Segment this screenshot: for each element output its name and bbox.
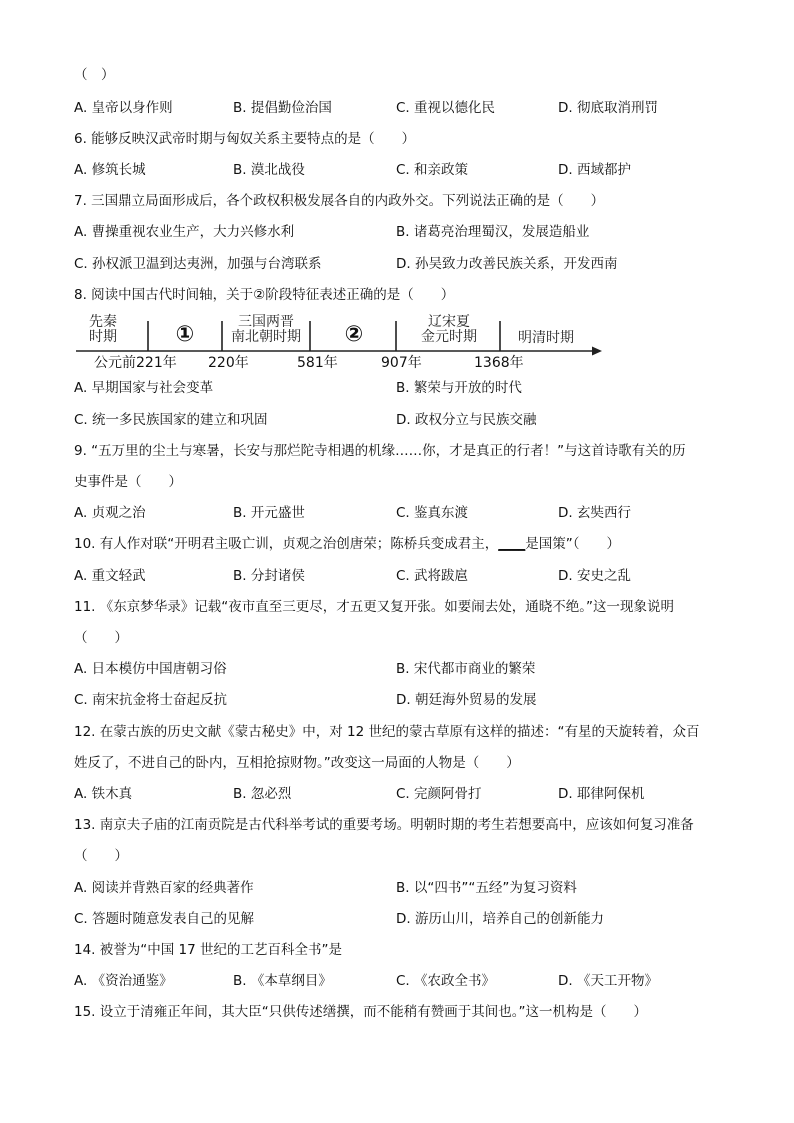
q9-options: [74, 503, 734, 523]
q8-options-row2: [74, 410, 734, 430]
q11-stem-line1: 11. 《东京梦华录》记载“夜市直至三更尽，才五更又复开张。如要闹去处，通晓不绝。”这一现象说明: [74, 599, 674, 615]
q6-option-a[interactable]: A. 修筑长城: [74, 162, 146, 178]
q7-option-a[interactable]: A. 曹操重视农业生产，大力兴修水利: [74, 224, 295, 240]
timeline-year-1368: 1368年: [474, 355, 524, 371]
q7-option-c[interactable]: C. 孙权派卫温到达夷洲，加强与台湾联系: [74, 256, 322, 272]
q6-stem: 6. 能够反映汉武帝时期与匈奴关系主要特点的是（ ）: [74, 131, 416, 147]
q9-stem-line1: 9. “五万里的尘土与寒暑，长安与那烂陀寺相遇的机缘……你，才是真正的行者！”与这首诗歌有关的历: [74, 443, 686, 459]
q8-option-a[interactable]: A. 早期国家与社会变革: [74, 380, 214, 396]
timeline-marker-1: ①: [175, 322, 195, 347]
q8-option-c[interactable]: C. 统一多民族国家的建立和巩固: [74, 412, 268, 428]
q10-option-b[interactable]: B. 分封诸侯: [233, 568, 305, 584]
q14-options: [74, 971, 734, 991]
q7-options-row2: [74, 254, 734, 274]
timeline-year-581: 581年: [297, 355, 338, 371]
q8-option-d[interactable]: D. 政权分立与民族交融: [396, 412, 537, 428]
q13-options-row2: [74, 909, 734, 929]
q13-option-b[interactable]: B. 以“四书”“五经”为复习资料: [396, 880, 577, 896]
q6-option-c[interactable]: C. 和亲政策: [396, 162, 469, 178]
q10-stem-before: 10. 有人作对联“开明君主吸亡训，贞观之治创唐荣；陈桥兵变成君主，: [74, 536, 499, 552]
q10-stem: [74, 534, 734, 554]
timeline-arrow: [592, 347, 602, 356]
period-liao-song-line2: 金元时期: [421, 329, 477, 345]
period-liao-song-line1: 辽宋夏: [428, 314, 470, 330]
q10-option-c[interactable]: C. 武将跋扈: [396, 568, 469, 584]
q14-option-b[interactable]: B. 《本草纲目》: [233, 973, 332, 989]
q13-option-a[interactable]: A. 阅读并背熟百家的经典著作: [74, 880, 254, 896]
period-three-kingdoms-line1: 三国两晋: [238, 314, 294, 330]
period-three-kingdoms-line2: 南北朝时期: [231, 329, 301, 345]
q5-option-a[interactable]: A. 皇帝以身作则: [74, 100, 173, 116]
q7-options-row1: [74, 222, 734, 242]
q6-option-b[interactable]: B. 漠北战役: [233, 162, 305, 178]
period-pre-qin-line2: 时期: [89, 329, 117, 345]
q10-stem-blank: ____: [498, 536, 526, 552]
q6-option-d[interactable]: D. 西域都护: [558, 162, 631, 178]
q8-stem: 8. 阅读中国古代时间轴，关于②阶段特征表述正确的是（ ）: [74, 287, 455, 303]
q7-option-b[interactable]: B. 诸葛亮治理蜀汉，发展造船业: [396, 224, 590, 240]
timeline-period-pre-qin: [74, 315, 132, 345]
q5-options: [74, 98, 734, 118]
q9-option-b[interactable]: B. 开元盛世: [233, 505, 305, 521]
q12-stem-line2: 姓反了，不进自己的卧内，互相抢掠财物。”改变这一局面的人物是（ ）: [74, 755, 520, 771]
q9-option-c[interactable]: C. 鉴真东渡: [396, 505, 469, 521]
q11-stem-line2: （ ）: [74, 630, 128, 646]
q15-stem: 15. 设立于清雍正年间，其大臣“只供传述缮撰，而不能稍有赞画于其间也。”这一机构是（ ）: [74, 1004, 647, 1020]
q12-stem-line1: 12. 在蒙古族的历史文献《蒙古秘史》中，对 12 世纪的蒙古草原有这样的描述：“有星的天旋转着，众百: [74, 724, 700, 740]
q11-options-row2: [74, 690, 734, 710]
q12-options: [74, 784, 734, 804]
q11-option-b[interactable]: B. 宋代都市商业的繁荣: [396, 661, 536, 677]
q9-option-d[interactable]: D. 玄奘西行: [558, 505, 631, 521]
q5-option-d[interactable]: D. 彻底取消刑罚: [558, 100, 658, 116]
q7-option-d[interactable]: D. 孙吴致力改善民族关系，开发西南: [396, 256, 618, 272]
q7-stem: 7. 三国鼎立局面形成后，各个政权积极发展各自的内政外交。下列说法正确的是（ ）: [74, 193, 605, 209]
q5-option-c[interactable]: C. 重视以德化民: [396, 100, 496, 116]
q10-option-a[interactable]: A. 重文轻武: [74, 568, 146, 584]
q13-options-row1: [74, 878, 734, 898]
q8-options-row1: [74, 378, 734, 398]
timeline-year-220: 220年: [208, 355, 249, 371]
q14-option-c[interactable]: C. 《农政全书》: [396, 973, 496, 989]
q11-option-c[interactable]: C. 南宋抗金将士奋起反抗: [74, 692, 228, 708]
q13-stem-line1: 13. 南京夫子庙的江南贡院是古代科举考试的重要考场。明朝时期的考生若想要高中，应该如何复习准备: [74, 817, 694, 833]
q10-option-d[interactable]: D. 安史之乱: [558, 568, 631, 584]
q14-option-d[interactable]: D. 《天工开物》: [558, 973, 658, 989]
q11-option-a[interactable]: A. 日本模仿中国唐朝习俗: [74, 661, 227, 677]
q8-option-b[interactable]: B. 繁荣与开放的时代: [396, 380, 522, 396]
timeline-year-907: 907年: [381, 355, 422, 371]
q11-options-row1: [74, 659, 734, 679]
timeline-period-ming-qing: 明清时期: [518, 330, 574, 346]
q6-options: [74, 160, 734, 180]
q14-stem: 14. 被誉为“中国 17 世纪的工艺百科全书”是: [74, 942, 343, 958]
timeline-marker-2: ②: [344, 322, 364, 347]
q13-option-d[interactable]: D. 游历山川，培养自己的创新能力: [396, 911, 604, 927]
q13-stem-line2: （ ）: [74, 848, 128, 864]
timeline-year-221bc: 公元前221年: [94, 355, 177, 371]
q12-option-c[interactable]: C. 完颜阿骨打: [396, 786, 482, 802]
q5-paren: （ ）: [74, 67, 115, 83]
period-pre-qin-line1: 先秦: [89, 314, 117, 330]
q12-option-a[interactable]: A. 铁木真: [74, 786, 133, 802]
q12-option-d[interactable]: D. 耶律阿保机: [558, 786, 645, 802]
timeline-period-three-kingdoms: [224, 315, 308, 345]
timeline-figure: [74, 311, 614, 375]
q5-option-b[interactable]: B. 提倡勤俭治国: [233, 100, 332, 116]
q14-option-a[interactable]: A. 《资治通鉴》: [74, 973, 173, 989]
q9-option-a[interactable]: A. 贞观之治: [74, 505, 146, 521]
q9-stem-line2: 史事件是（ ）: [74, 474, 182, 490]
q10-options: [74, 566, 734, 586]
q13-option-c[interactable]: C. 答题时随意发表自己的见解: [74, 911, 255, 927]
q12-option-b[interactable]: B. 忽必烈: [233, 786, 292, 802]
q11-option-d[interactable]: D. 朝廷海外贸易的发展: [396, 692, 537, 708]
timeline-period-liao-song: [400, 315, 498, 345]
q10-stem-after: 是国策”（ ）: [525, 536, 621, 552]
